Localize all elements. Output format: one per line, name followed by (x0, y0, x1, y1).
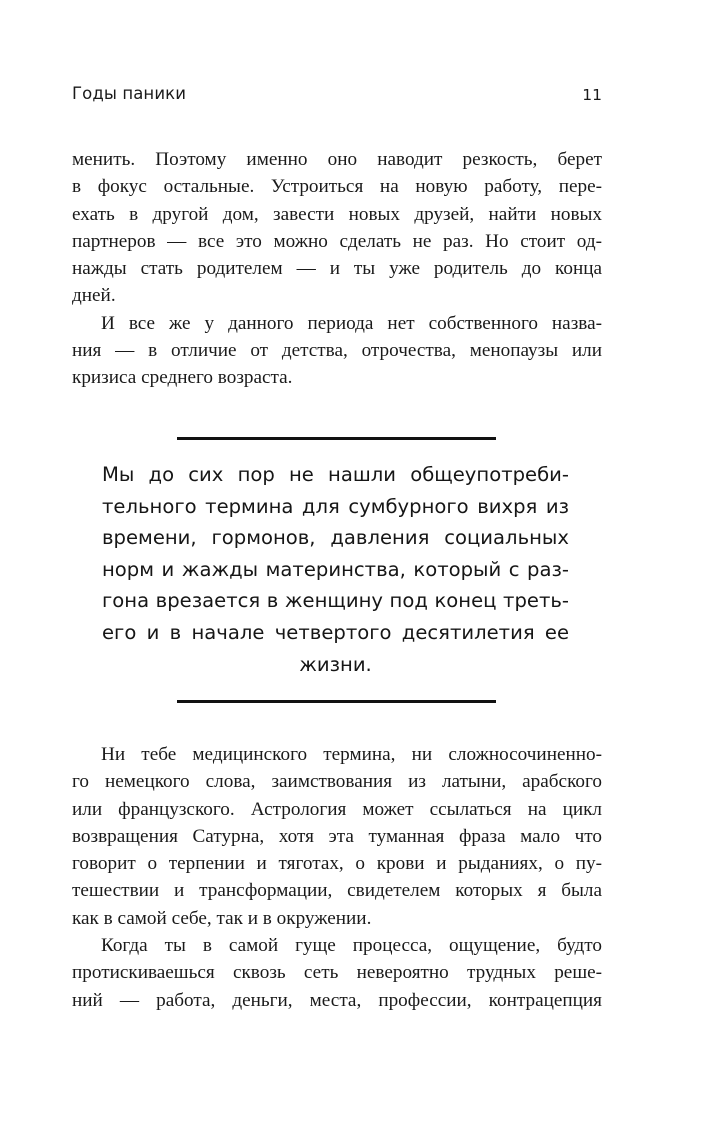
pullquote-line: жизни. (299, 652, 372, 676)
text-line: или французского. Астрология может ссылаться на цикл (72, 798, 602, 820)
text-line: ний — работа, деньги, места, профессии, контрацепция (72, 989, 602, 1011)
body-text-bottom (72, 741, 602, 1014)
text-line: тешествии и трансформации, свидетелем которых я была (72, 880, 602, 902)
pullquote-line: норм и жажды материнства, который с раз- (102, 557, 569, 581)
text-line: менить. Поэтому именно оно наводит резкость, берет (72, 149, 602, 170)
paragraph (72, 310, 602, 392)
text-line: го немецкого слова, заимствования из латыни, арабского (72, 771, 602, 793)
text-line: ния — в отличие от детства, отрочества, менопаузы или (72, 340, 602, 362)
text-line: возвращения Сатурна, хотя эта туманная фраза мало что (72, 825, 602, 847)
page-number: 11 (582, 86, 602, 104)
pullquote-line: гона врезается в женщину под конец треть- (102, 589, 569, 613)
pullquote-rule-top (177, 437, 496, 440)
paragraph (72, 741, 602, 932)
body-text-top (72, 146, 602, 392)
text-line: И все же у данного периода нет собственного назва- (101, 312, 602, 334)
text-line: нажды стать родителем — и ты уже родитель до конца (72, 258, 602, 280)
text-line: в фокус остальные. Устроиться на новую работу, пере- (72, 176, 602, 198)
running-head-title: Годы паники (72, 84, 187, 103)
pullquote-line: тельного термина для сумбурного вихря из (102, 494, 569, 518)
text-line: ехать в другой дом, завести новых друзей, найти новых (72, 203, 602, 225)
pullquote-line: времени, гормонов, давления социальных (102, 526, 569, 550)
text-line: дней. (72, 285, 116, 307)
text-line: Ни тебе медицинского термина, ни сложносочиненно- (101, 744, 602, 765)
text-line: Когда ты в самой гуще процесса, ощущение, будто (101, 935, 602, 957)
text-line: протискиваешься сквозь сеть невероятно трудных реше- (72, 962, 602, 984)
text-line: партнеров — все это можно сделать не раз. Но стоит од- (72, 230, 602, 252)
pullquote (102, 459, 569, 680)
pullquote-rule-bottom (177, 700, 496, 703)
pullquote-line: Мы до сих пор не нашли общеупотреби- (102, 463, 569, 486)
text-line: говорит о терпении и тяготах, о крови и рыданиях, о пу- (72, 853, 602, 875)
paragraph (72, 932, 602, 1014)
text-line: кризиса среднего возраста. (72, 367, 293, 389)
paragraph-continued (72, 146, 602, 310)
text-line: как в самой себе, так и в окружении. (72, 907, 372, 929)
pullquote-line: его и в начале четвертого десятилетия ее (102, 620, 569, 644)
